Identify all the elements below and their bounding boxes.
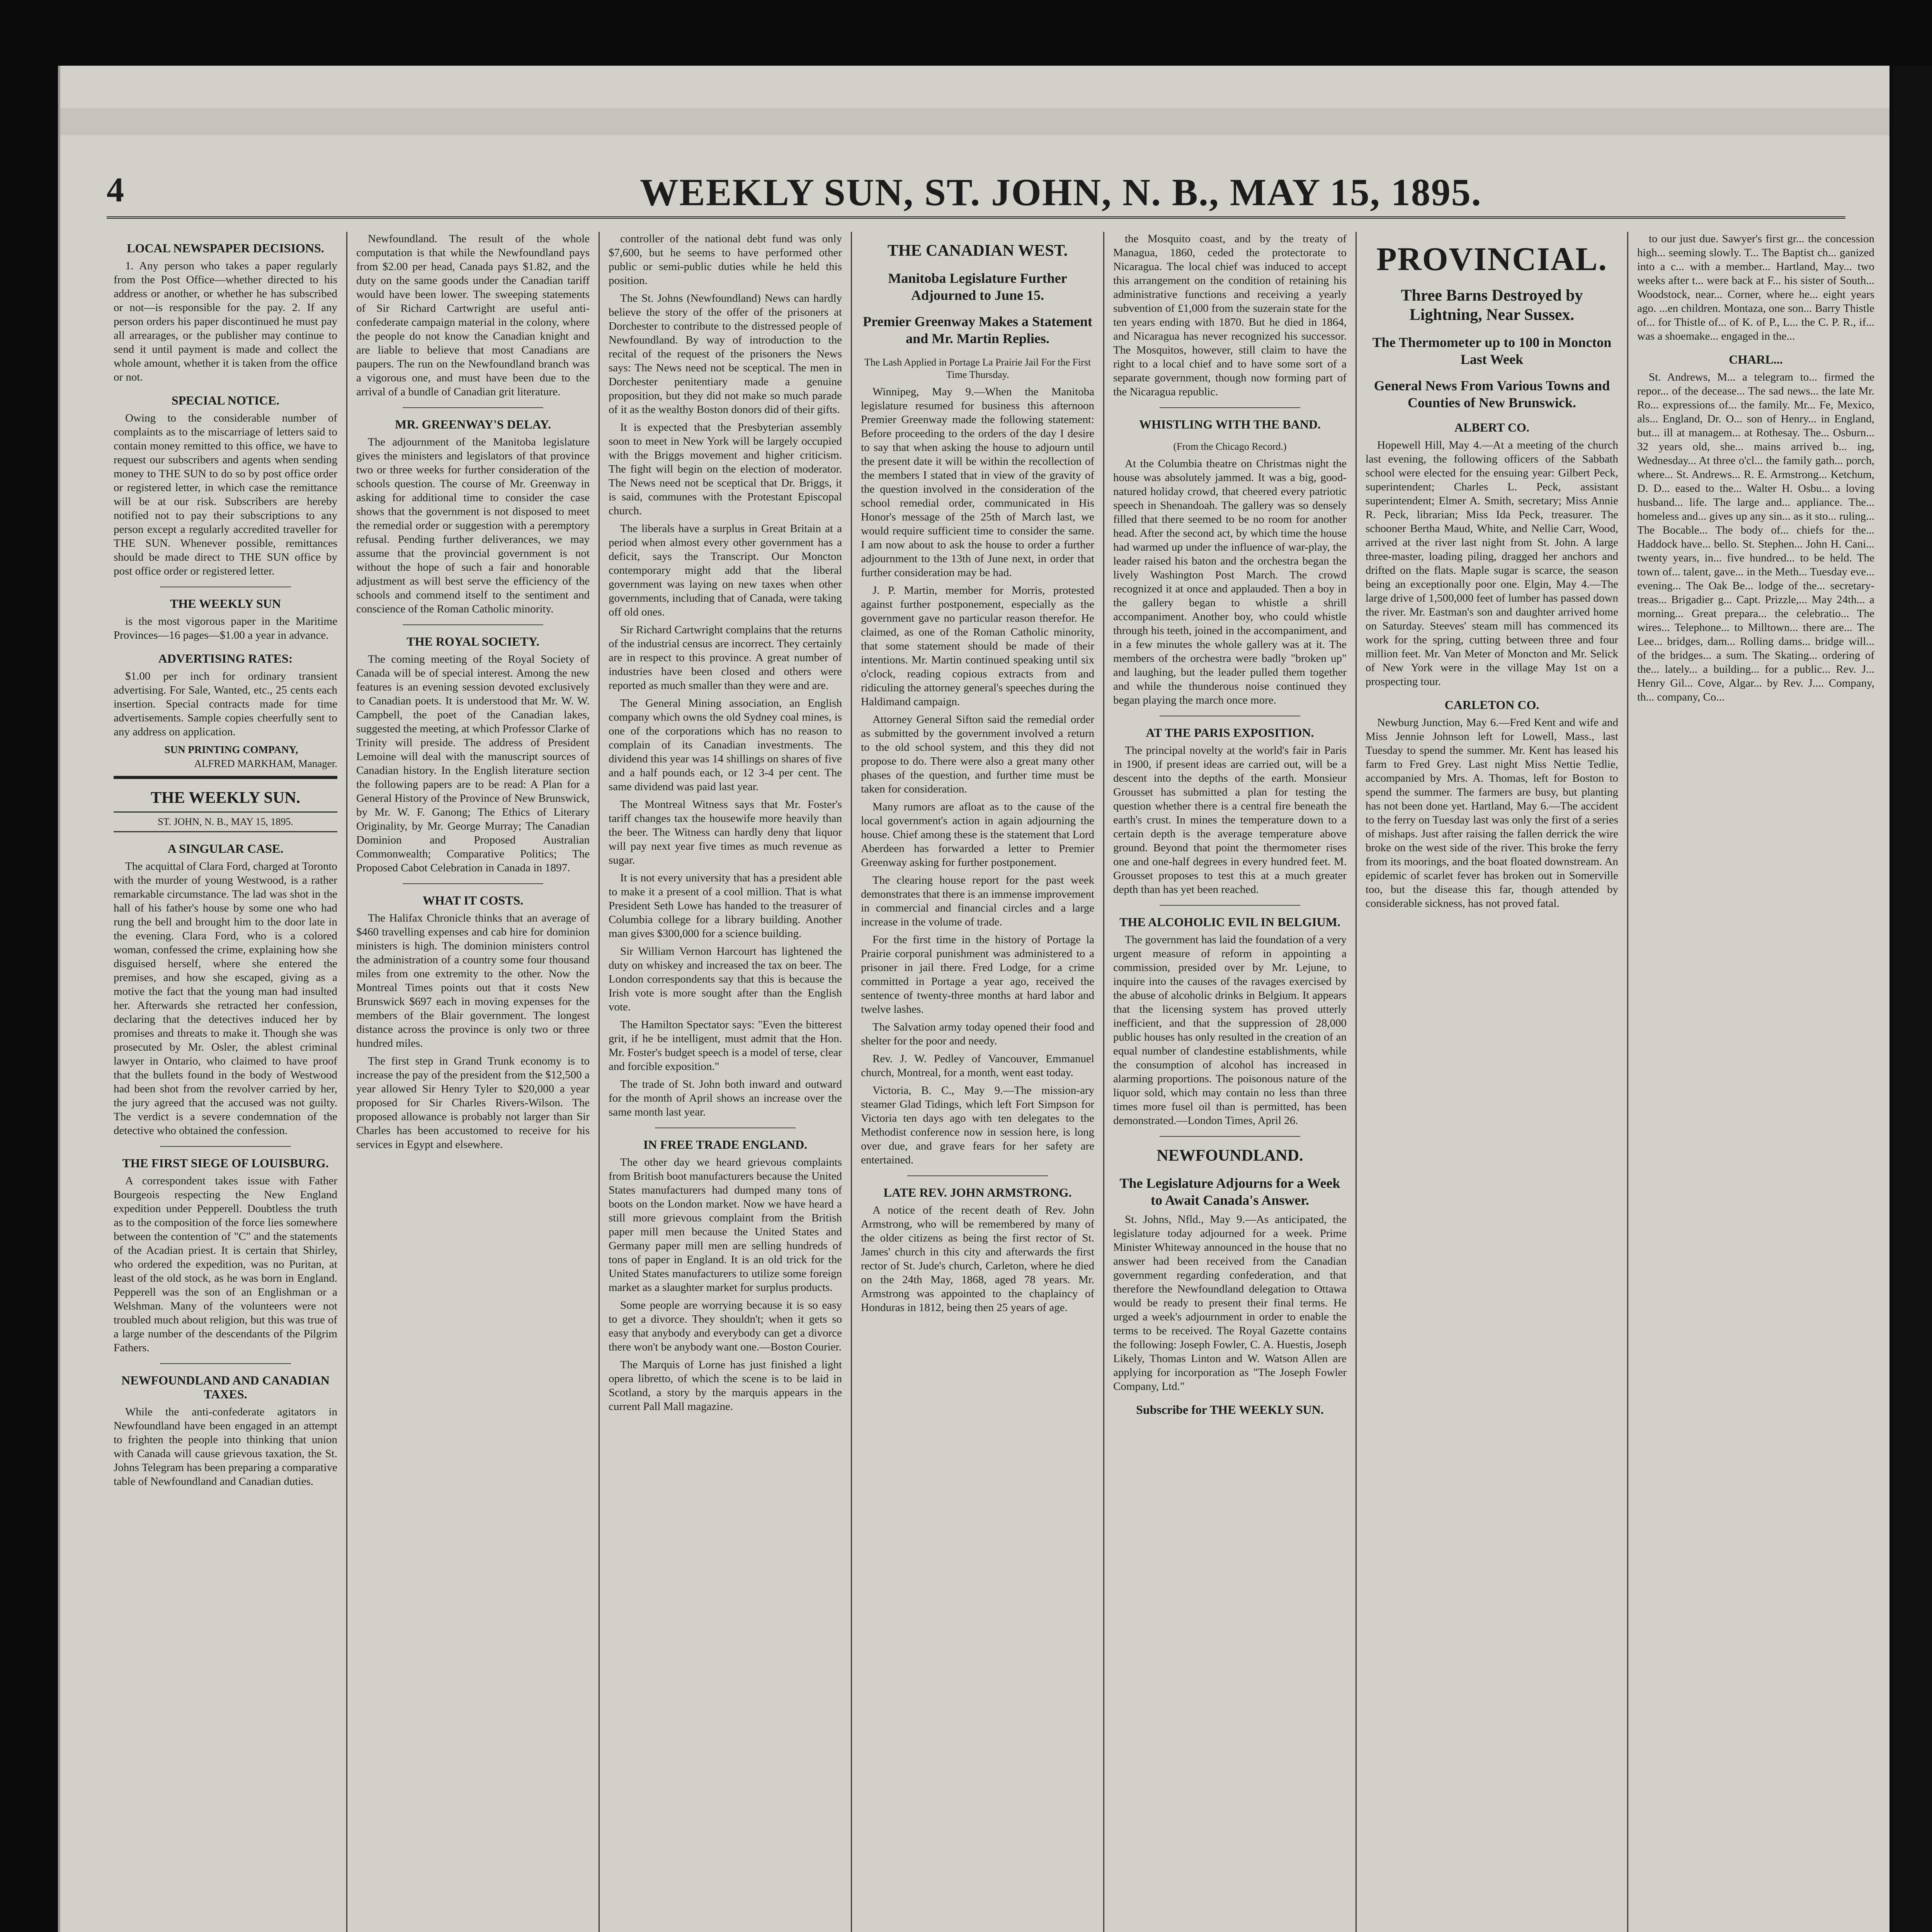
column-rule [1355,232,1357,1932]
text-free-trade: The other day we heard grievous complaints from British boot manufacturers because the United States manufacturers had dumped many tons of boots on the London market. Now we have heard a still more grievous complaint from the British paper mill men because the United States and Germany paper mill men are selling hundreds of tons of paper in England. It is an old trick for the United States manufacturers to utilize some foreign market as a slaughter market for surplus products. [609,1156,842,1294]
text-mosquito-coast: the Mosquito coast, and by the treaty of Managua, 1860, ceded the protectorate to Nicaragua. The local chief was induced to accept this arrangement on the condition of retaining his administrative functions and receiving a yearly subvention of £1,000 from the suzerain state for the ten years ending with 1870. But he died in 1864, and Nicaragua has never recognized his successor. The Mosquitos, however, still claim to have the right to a local chief and to have some sort of a separate government, though now forming part of the Nicaragua republic. [1113,233,1347,398]
text-newfoundland: St. Johns, Nfld., May 9.—As anticipated, the legislature today adjourned for a week. Prime Minister Whiteway announced in the house that no answer had been received from the Canadian government regarding confederation, and that therefore the Newfoundland delegation to Ottawa would be ready to present their final terms. He urged a week's adjournment in order to enable the terms to be received. The Royal Gazette contains the following: Joseph Fowler, C. A. Huestis, Joseph Likely, Thomas Linton and W. Watson Allen are applying for incorporation as "The Joseph Fowler Company, Ltd." [1113,1213,1347,1393]
text-cropped-top: to our just due. Sawyer's first gr... the concession high... seeming slowly. T... The Baptist ch... ganized into a c... with a member... Hartland, May... two weeks after t... were back at F... his sister of South... Woodstock, near... Corner, where he... eight years ago. ...en children. Montaza, one son... Barry Thistle of... for Thistle of... of K. of P., L... the C. P. R., if... was a shoemake... engaged in the... [1637,233,1874,342]
paper-title: THE WEEKLY SUN. [150,789,301,807]
column-2 [349,232,597,1932]
text-st-john-trade: The trade of St. John both inward and outward for the month of April shows an increase over the same month last year. [609,1078,842,1118]
text-louisburg: A correspondent takes issue with Father Bourgeois respecting the New England expedition under Pepperell. Doubtless the truth as to the composition of the force lies somewhere between the contention of "C" and the statements of the Acadian priest. It is certain that Shirley, who ordered the expedition, was no Puritan, at least of the old stock, as he was born in England. Pepperell was the son of an Englishman or a Welshman. Many of the volunteers were not troubled much about religion, but this was true of a large number of the descendants of the Pilgrim Fathers. [114,1175,337,1354]
text-winnipeg: Winnipeg, May 9.—When the Manitoba legislature resumed for business this afternoon Premier Greenway made the following statement: Before proceeding to the orders of the day I desire to say that when asking the house to adjourn until the present date it will be within the recollection of the members I stated that in view of the gravity of the question involved in the consideration of the school remedial order, communicated in His Honor's message of the 25th of March last, we would require sufficient time to consider the same. I am now about to ask the house to order a further adjournment to the 13th of June next, in order that further consideration may be had. [861,386,1094,579]
heading-royal-society: THE ROYAL SOCIETY. [406,634,539,648]
heading-what-it-costs: WHAT IT COSTS. [422,893,524,907]
deck-barns: Three Barns Destroyed by Lightning, Near Sussex. [1401,287,1583,324]
heading-free-trade: IN FREE TRADE ENGLAND. [643,1138,808,1151]
heading-carleton-co: CARLETON CO. [1444,698,1539,712]
text-cropped-bottom: St. Andrews, M... a telegram to... firmed the repor... of the decease... The sad news... the late Mr. Ro... expressions of... the family. Mr... Fe, Mexico, als... England, Dr. O... son of Henry... in England, but... ill at managem... at Rothesay. The... Osburn... 32 years old, she... mains arrived b... ing, Wednesday... At three o'cl... the family gath... porch, where... St. Andrews... R. E. Armstrong... Ketchum, D. D... eased to the... Walter H. Osbu... a loving husband... life. The large and... appliance. The... homeless and... gives up any sin... as it sto... ruling... The Bocable... The body of... chiefs for the... Haddock have... bello. St. Stephen... John H. Cani... twenty years, in... five hundred... to be held. The town of... talent, gave... in the Meth... Tuesday eve... evening... The Oak Be... lodge of the... secretary-treas... Brigadier g... Capt. Prizzle,... May 24th... a morning... Great prepara... the celebratio... The wires... Telephone... to Milltown... there are... The Lee... bridges, dam... Rolling dams... bridge will... of the bridges... a sum. The Skating... ordering of the... lately... a building... for a public... Rev. J... Henry Gil... Cove, Algar... by Rev. J.... Company, th... company, Co... [1637,371,1874,703]
heading-taxes: NEWFOUNDLAND AND CANADIAN TAXES. [121,1373,330,1401]
deck-newfoundland: The Legislature Adjourns for a Week to Await Canada's Answer. [1119,1175,1340,1208]
source-chicago-record: (From the Chicago Record.) [1173,441,1287,452]
heading-provincial: PROVINCIAL. [1376,240,1607,277]
column-1 [107,232,344,1932]
text-martin: J. P. Martin, member for Morris, protested against further postponement, especially as the government gave no particular reason therefor. He claimed, as one of the Roman Catholic minority, that some statement should be made of their intentions. Mr. Martin continued speaking until six o'clock, reading copious extracts from and ridiculing the attorney general's speeches during the Haldimand campaign. [861,584,1094,708]
publisher-name: SUN PRINTING COMPANY, [164,744,298,755]
divider [907,1175,1048,1176]
deck-greenway-statement: Premier Greenway Makes a Statement and Mr. Martin Replies. [863,314,1092,346]
page-header [107,155,1845,219]
deck-thermometer: The Thermometer up to 100 in Moncton Last Week [1372,335,1612,367]
heading-singular-case: A SINGULAR CASE. [167,842,284,855]
text-harcourt: Sir William Vernon Harcourt has lightened the duty on whiskey and increased the tax on beer. The London correspondents say that this is because the Irish vote is more sought after than the English vote. [609,945,842,1013]
text-liberal-surplus: The liberals have a surplus in Great Britain at a period when almost every other government has a deficit, says the Transcript. Our Moncton contemporary might add that the liberal government was laying on new taxes when other governments, including that of Canada, were taking off old ones. [609,522,842,618]
text-armstrong: A notice of the recent death of Rev. John Armstrong, who will be remembered by many of the older citizens as being the first rector of St. James' church in this city and afterwards the first rector of St. Jude's church, Carleton, where he died on the 24th May, 1868, aged 78 years. Mr. Armstrong was appointed to the chaplaincy of Honduras in 1812, being then 25 years of age. [861,1204,1094,1314]
divider [114,776,337,779]
heading-whistling: WHISTLING WITH THE BAND. [1139,417,1321,431]
divider [160,1363,291,1364]
text-presbyterian: It is expected that the Presbyterian assembly soon to meet in New York will be largely occupied with the Briggs movement and higher criticism. The fight will begin on the election of moderator. The News need not be sceptical that Dr. Briggs, it is said, communes with the Protestant Episcopal church. [609,421,842,517]
subscribe-notice: Subscribe for THE WEEKLY SUN. [1136,1403,1324,1417]
heading-greenway-delay: MR. GREENWAY'S DELAY. [395,417,551,431]
heading-armstrong: LATE REV. JOHN ARMSTRONG. [883,1185,1072,1199]
column-rule [1103,232,1104,1932]
masthead: WEEKLY SUN, ST. JOHN, N. B., MAY 15, 1895. [640,171,1482,214]
deck-general-news: General News From Various Towns and Counties of New Brunswick. [1374,378,1610,410]
column-rule [851,232,852,1932]
text-royal-society: The coming meeting of the Royal Society of Canada will be of special interest. Among the new features is an evening session devoted exclusively to Canadian poets. It is understood that Mr. W. W. Campbell, the poet of the Canadian lakes, suggested the meeting, at which Professor Clarke of Trinity will preside. The address of President Lemoine will deal with the manuscript sources of Canadian history. In the English literature section the following papers are to be read: A Plan for a General History of the Province of New Brunswick, by Mr. W. F. Ganong; The Ethics of Literary Originality, by Mr. George Murray; The Canadian Dominion and Proposed Australian Commonwealth; Comparative Politics; The Proposed Cabot Celebration in Canada in 1897. [356,653,590,874]
column-5 [1106,232,1354,1932]
text-special-notice: Owing to the considerable number of complaints as to the miscarriage of letters said to contain money remitted to this office, we have to request our subscribers and agents when sending money to THE SUN to do so by post office order or registered letter, in which case the remittance will be at our risk. Subscribers are hereby notified not to pay their subscriptions to any person except a regularly accredited traveller for THE SUN. Whenever possible, remittances should be made direct to THE SUN office by post office order or registered letter. [114,412,337,577]
text-pedley: Rev. J. W. Pedley of Vancouver, Emmanuel church, Montreal, for a month, went east today. [861,1053,1094,1079]
text-mining-association: The General Mining association, an English company which owns the old Sydney coal mines, is one of the corporations which has no reason to complain of its Canadian investments. The dividend this year was 14 shillings on shares of five and a half pounds each, or 12 3-4 per cent. The same dividend was paid last year. [609,697,842,793]
column-rule [599,232,600,1932]
heading-newfoundland: NEWFOUNDLAND. [1156,1147,1303,1165]
divider [1160,905,1300,906]
divider [403,883,543,884]
divider [403,624,543,625]
text-divorce: Some people are worrying because it is so easy to get a divorce. They shouldn't; when it gets so easy that anybody and everybody can get a divorce there won't be anybody want one.—Boston Courier. [609,1299,842,1353]
heading-paris-exposition: AT THE PARIS EXPOSITION. [1146,726,1314,740]
text-paris-exposition: The principal novelty at the world's fair in Paris in 1900, if present ideas are carried out, will be a descent into the depths of the earth. Monsieur Grousset has submitted a plan for testing the question whether there is a central fire beneath the earth's crust. In mines the temperature down to a certain depth is the average temperature above ground. Beyond that point the thermometer rises one and one-half degrees in every hundred feet. M. Grousset proposes to test this at a much greater depth than has yet been reached. [1113,744,1347,896]
dateline: ST. JOHN, N. B., MAY 15, 1895. [114,811,337,832]
divider [403,407,543,408]
scan-edge [1893,66,1932,1932]
heading-weekly-sun-ad: THE WEEKLY SUN [170,597,281,611]
heading-louisburg: THE FIRST SIEGE OF LOUISBURG. [122,1156,329,1170]
text-albert-co: Hopewell Hill, May 4.—At a meeting of the church last evening, the following officers of the Sabbath school were elected for the ensuing year: Gilbert Peck, superintendent; Charles L. Peck, assistant superintendent; Elmer A. Smith, secretary; Miss Annie R. Peck, librarian; Miss Ida Peck, treasurer. The schooner Bertha Maud, White, and Nellie Carr, Wood, arrived at the river last night from St. John. A large three-master, loading piling, dragged her anchors and drifted on the flats. Maple sugar is scarce, the season being an exceptionally poor one. Elgin, May 4.—The large drive of 1,500,000 feet of lumber has passed down the river. Mr. Eastman's son and daughter arrived home on Saturday. Steeves' steam mill has commenced its work for the spring, cutting between three and four million feet. Mr. Van Meter of Moncton and Mr. Selick of New York were in the village May 1st on a prospecting tour. [1366,439,1618,688]
column-rule [1627,232,1628,1932]
deck-adjourned: Manitoba Legislature Further Adjourned to June 15. [888,270,1067,303]
text-salvation-army: The Salvation army today opened their food and shelter for the poor and needy. [861,1021,1094,1047]
deck-lash: The Lash Applied in Portage La Prairie Jail For the First Time Thursday. [864,357,1091,380]
column-4 [854,232,1101,1932]
text-taxes: While the anti-confederate agitators in Newfoundland have been engaged in an attempt to frighten the people into thinking that union with Canada will cause grievous taxation, the St. Johns Telegram has been preparing a comparative table of Newfoundland and Canadian duties. [114,1406,337,1488]
text-clearing-house: The clearing house report for the past week demonstrates that there is an immense improvement in commercial and financial circles and a large increase in the volume of trade. [861,874,1095,928]
text-sifton: Attorney General Sifton said the remedial order as submitted by the government involved a return to the old school system, and this they did not propose to do. There were also a great many other phases of the question, and further time must be taken for consideration. [861,713,1094,795]
bleed-through [60,108,1889,135]
page-number: 4 [107,171,124,209]
manager-name: ALFRED MARKHAM, Manager. [194,758,337,769]
text-grand-trunk: The first step in Grand Trunk economy is to increase the pay of the president from the $12,500 a year allowed Sir Henry Tyler to $20,000 a year proposed for Sir Charles Rivers-Wilson. The proposed allowance is probably not larger than Sir Charles has been accustomed to receive for his services in Egypt and elsewhere. [356,1055,590,1151]
text-rumors: Many rumors are afloat as to the cause of the local government's action in again adjourning the house. Chief among these is the statement that Lord Aberdeen has forwarded a letter to Premier Greenway asking for further postponement. [861,801,1094,869]
text-advertising-rates: $1.00 per inch for ordinary transient advertising. For Sale, Wanted, etc., 25 cents each insertion. Special contracts made for time advertisements. Sample copies cheerfully sent to any address on application. [114,670,337,738]
text-singular-case: The acquittal of Clara Ford, charged at Toronto with the murder of young Westwood, is a rather remarkable circumstance. The lad was shot in the hall of his father's house by some one who had rung the bell and brought him to the door late in the evening. Clara Ford, who is a colored woman, confessed the crime, explaining how she disguised herself, where she entered the premises, and how she escaped, giving as a motive the fact that the young man had insulted her. Afterwards she retracted her confession, declaring that the detectives induced her by promises and threats to make it. Though she was prosecuted by Mr. Osler, the ablest criminal lawyer in Ontario, who claimed to have proof that the bullets found in the body of Westwood had been shot from the revolver carried by her, the jury agreed that the accused was not guilty. The verdict is a severe condemnation of the detective who obtained the confession. [114,860,337,1137]
column-6 [1359,232,1625,1932]
text-greenway-delay: The adjournment of the Manitoba legislature gives the ministers and legislators of that province two or three weeks for further consideration of the schools question. The course of Mr. Greenway in asking for additional time to consider the case shows that the government is not disposed to meet the remedial order or suggestion with a peremptory refusal. Pending further deliverances, we may assume that the provincial government is not without the hope of such a fair and honorable adjustment as will best serve the efficiency of the schools and commend itself to the sentiment and conscience of the Roman Catholic minority. [356,436,590,615]
text-university: It is not every university that has a president able to make it a present of a cool million. That is what President Seth Lowe has handed to the treasurer of Columbia college for a library building. Another man gives $300,000 for a science building. [609,872,842,940]
text-whistling: At the Columbia theatre on Christmas night the house was absolutely jammed. It was a big, good-natured holiday crowd, that cheered every patriotic speech in Shenandoah. The gallery was so densely filled that there seemed to be no room for another head. After the second act, by which time the house had warmed up under the influence of war-play, the leader raised his baton and the orchestra began the lively Washington Post March. The crowd recognized it at once and applauded. Then a boy in the gallery began to whistle a shrill accompaniment. Another boy, who could whistle through his teeth, joined in the accompaniment, and in a few minutes the whole gallery was at it. The members of the orchestra were badly "broken up" and laughing, but the leader pulled them together and while the thunderous noise continued they began playing the march once more. [1113,457,1347,706]
newspaper-page [58,66,1889,1932]
text-decisions: 1. Any person who takes a paper regularly from the Post Office—whether directed to his address or another, or whether he has subscribed or not—is responsible for the pay. 2. If any person orders his paper discontinued he must pay all arrearages, or the publisher may continue to send it until payment is made and collect the whole amount, whether it is taken from the office or not. [114,260,337,383]
heading-charlotte: CHARL... [1729,352,1783,366]
heading-advertising-rates: ADVERTISING RATES: [158,651,293,665]
text-debt-fund: controller of the national debt fund was only $7,600, but he seems to have performed other public or semi-public duties while he held this position. [609,233,842,287]
text-nfld-duties: Newfoundland. The result of the whole computation is that while the Newfoundland pays from $2.00 per head, Canada pays $1.82, and the duty on the same goods under the Canadian tariff would have been lower. The sweeping statements of Sir Richard Cartwright are useful anti-confederate campaign material in the colony, where the people do not know the Canadian knight and are liable to believe that most Canadians are paupers. The run on the Newfoundland branch was a vigorous one, and must have been due to the arrival of a bundle of Canadian grit literature. [356,233,590,398]
divider [1160,407,1300,408]
heading-albert-co: ALBERT CO. [1454,420,1529,434]
column-7 [1630,232,1881,1932]
heading-alcoholic-evil: THE ALCOHOLIC EVIL IN BELGIUM. [1119,915,1340,929]
divider [160,1146,291,1147]
text-hamilton-spectator: The Hamilton Spectator says: "Even the bitterest grit, if he be intelligent, must admit that the Hon. Mr. Foster's budget speech is a model of terse, clear and forcible exposition." [609,1019,842,1073]
heading-canadian-west: THE CANADIAN WEST. [887,242,1068,260]
column-3 [602,232,849,1932]
text-dorchester: The St. Johns (Newfoundland) News can hardly believe the story of the offer of the prisoners at Dorchester to contribute to the distressed people of Newfoundland. By way of introduction to the recital of the request of the prisoners the News says: The News need not be sceptical. The men in Dorchester penitentiary made a genuine proposition, but they did not make so much parade of it as the wealthy Boston donors did of their gifts. [609,292,842,416]
text-montreal-witness: The Montreal Witness says that Mr. Foster's tariff changes tax the housewife more heavily than the beer. The Witness can hardly deny that liquor will pay next year five times as much revenue as sugar. [609,798,842,866]
text-weekly-sun-ad: is the most vigorous paper in the Maritime Provinces—16 pages—$1.00 a year in advance. [114,615,337,641]
text-portage: For the first time in the history of Portage la Prairie corporal punishment was administered to a prisoner in jail there. Fred Lodge, for a crime committed in Portage a year ago, received the sentence of twenty-three months at hard labor and twelve lashes. [861,934,1094,1015]
text-what-it-costs: The Halifax Chronicle thinks that an average of $460 travelling expenses and cab hire for dominion ministers is high. The dominion ministers control the administration of a country some four thousand miles from one extremity to the other. Now the Montreal Times points out that it costs New Brunswick $697 each in moving expenses for the members of the Blair government. The longest distance across the province is only two or three hundred miles. [356,912,590,1049]
column-rule [346,232,347,1932]
text-marquis-lorne: The Marquis of Lorne has just finished a light opera libretto, of which the scene is to be laid in Scotland, a story by the marquis appears in the current Pall Mall magazine. [609,1359,842,1413]
heading-special-notice: SPECIAL NOTICE. [171,393,280,407]
text-census: Sir Richard Cartwright complains that the returns of the industrial census are incorrect. They certainly are in respect to this province. A great number of industries have been closed and others were reported as much smaller than they were and are. [609,624,842,692]
text-alcoholic-evil: The government has laid the foundation of a very urgent measure of reform in appointing a commission, presided over by Mr. Lejune, to inquire into the causes of the ravages exercised by the abuse of alcoholic drinks in Belgium. It appears that the licensing system has proved utterly inefficient, and that the suppression of 28,000 public houses has only resulted in the creation of an equal number of clandestine establishments, while the consumption of alcohol has increased in alarming proportions. The poisonous nature of the liquor sold, which may contain no less than three times more fusel oil than is permitted, has been demonstrated.—London Times, April 26. [1113,934,1347,1127]
text-carleton-co: Newburg Junction, May 6.—Fred Kent and wife and Miss Jennie Johnson left for Lowell, Mass., last Tuesday to spend the summer. Mr. Kent has leased his farm to Fred Grey. Last night Miss Nettie Tedlie, accompanied by Mrs. A. Thomas, left for Boston to spend the summer. The farmers are busy, but planting has not been done yet. Hartland, May 6.—The accident to the ferry on Tuesday last was only the first of a series of mishaps. Just after raising the fallen derrick the wire broke on the west side of the river. This broke the ferry from its moorings, and the boat floated downstream. An epidemic of scarlet fever has broken out in Somerville too, but the disease this far, though attended by considerable sickness, has not proved fatal. [1366,716,1618,910]
text-victoria: Victoria, B. C., May 9.—The mission-ary steamer Glad Tidings, which left Fort Simpson for Victoria ten days ago with ten delegates to the Methodist conference now in session here, is long over due, and grave fears for her safety are entertained. [861,1084,1094,1166]
divider [1160,1136,1300,1137]
heading-decisions: LOCAL NEWSPAPER DECISIONS. [127,241,324,255]
